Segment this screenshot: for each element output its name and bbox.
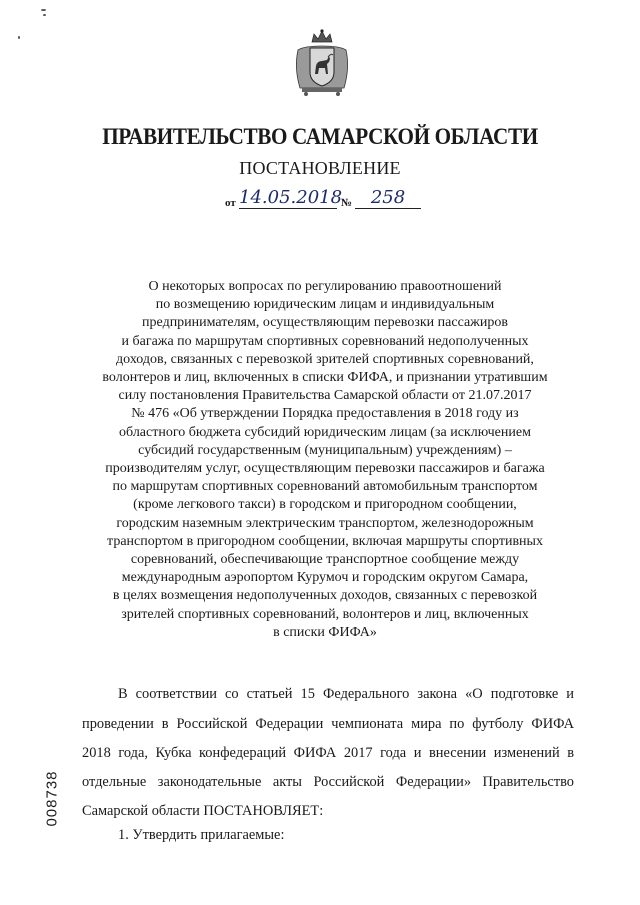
document-date: 14.05.2018 [239, 187, 343, 208]
scan-mark [43, 14, 46, 16]
subject-line: субсидий государственным (муниципальным) учреждениям) – [138, 442, 512, 458]
subject-line: международным аэропортом Курумоч и городским округом Самара, [121, 570, 529, 586]
subject-line: и багажа по маршрутам спортивных соревнований недополученных [121, 333, 529, 349]
body-line: В соответствии со статьей 15 Федерального закона «О подготовке и [118, 686, 574, 702]
subject-line: О некоторых вопросах по регулированию правоотношений [148, 279, 502, 294]
registration-number: 008738 [43, 770, 61, 827]
subject-line: зрителей спортивных соревнований, волонтеров и лиц, включенных [121, 606, 529, 622]
government-title: ПРАВИТЕЛЬСТВО САМАРСКОЙ ОБЛАСТИ [102, 124, 538, 149]
subject-line: по возмещению юридическим лицам и индивидуальным [155, 297, 495, 313]
subject-line: транспортом в пригородном сообщении, включая маршруты спортивных [107, 533, 543, 549]
scan-mark [41, 9, 46, 11]
subject-line: № 476 «Об утверждении Порядка предоставления в 2018 году из [131, 406, 519, 422]
subject-line: волонтеров и лиц, включенных в списки ФИФА, и признании утратившим [102, 370, 548, 386]
subject-line: городским наземным электрическим транспортом, железнодорожным [116, 515, 534, 531]
body-line: 2018 года, Кубка конфедераций ФИФА 2017 года и внесении изменений в [82, 745, 574, 761]
body-line: Самарской области ПОСТАНОВЛЯЕТ: [82, 803, 324, 819]
document-subject [60, 278, 590, 642]
scan-mark [18, 36, 20, 39]
document-number: 258 [355, 188, 421, 209]
subject-line: предпринимателям, осуществляющим перевозки пассажиров [142, 315, 508, 331]
subject-line: по маршрутам спортивных соревнований автомобильным транспортом [112, 479, 538, 495]
document-type: ПОСТАНОВЛЕНИЕ [239, 158, 401, 178]
body-line: отдельные законодательные акты Российской Федерации» Правительство [82, 774, 574, 790]
date-prefix: от [225, 197, 236, 209]
number-prefix: № [341, 197, 353, 209]
subject-line: (кроме легкового такси) в городском и пригородном сообщении, [133, 497, 517, 513]
date-number-line [225, 188, 435, 212]
body-line: проведении в Российской Федерации чемпионата мира по футболу ФИФА [82, 716, 574, 732]
samara-coat-of-arms-icon [292, 28, 352, 98]
list-item: 1. Утвердить прилагаемые: [118, 827, 285, 843]
subject-line: областного бюджета субсидий юридическим лицам (за исключением [119, 424, 531, 440]
subject-line: доходов, связанных с перевозкой зрителей спортивных соревнований, [116, 351, 534, 367]
subject-line: в списки ФИФА» [273, 624, 377, 640]
subject-line: силу постановления Правительства Самарской области от 21.07.2017 [118, 388, 532, 404]
subject-line: в целях возмещения недополученных доходов, связанных с перевозкой [112, 588, 538, 604]
registration-stamp [42, 760, 62, 840]
subject-line: производителям услуг, осуществляющим перевозки пассажиров и багажа [105, 461, 545, 477]
subject-line: соревнований, обеспечивающие транспортное сообщение между [130, 552, 520, 568]
